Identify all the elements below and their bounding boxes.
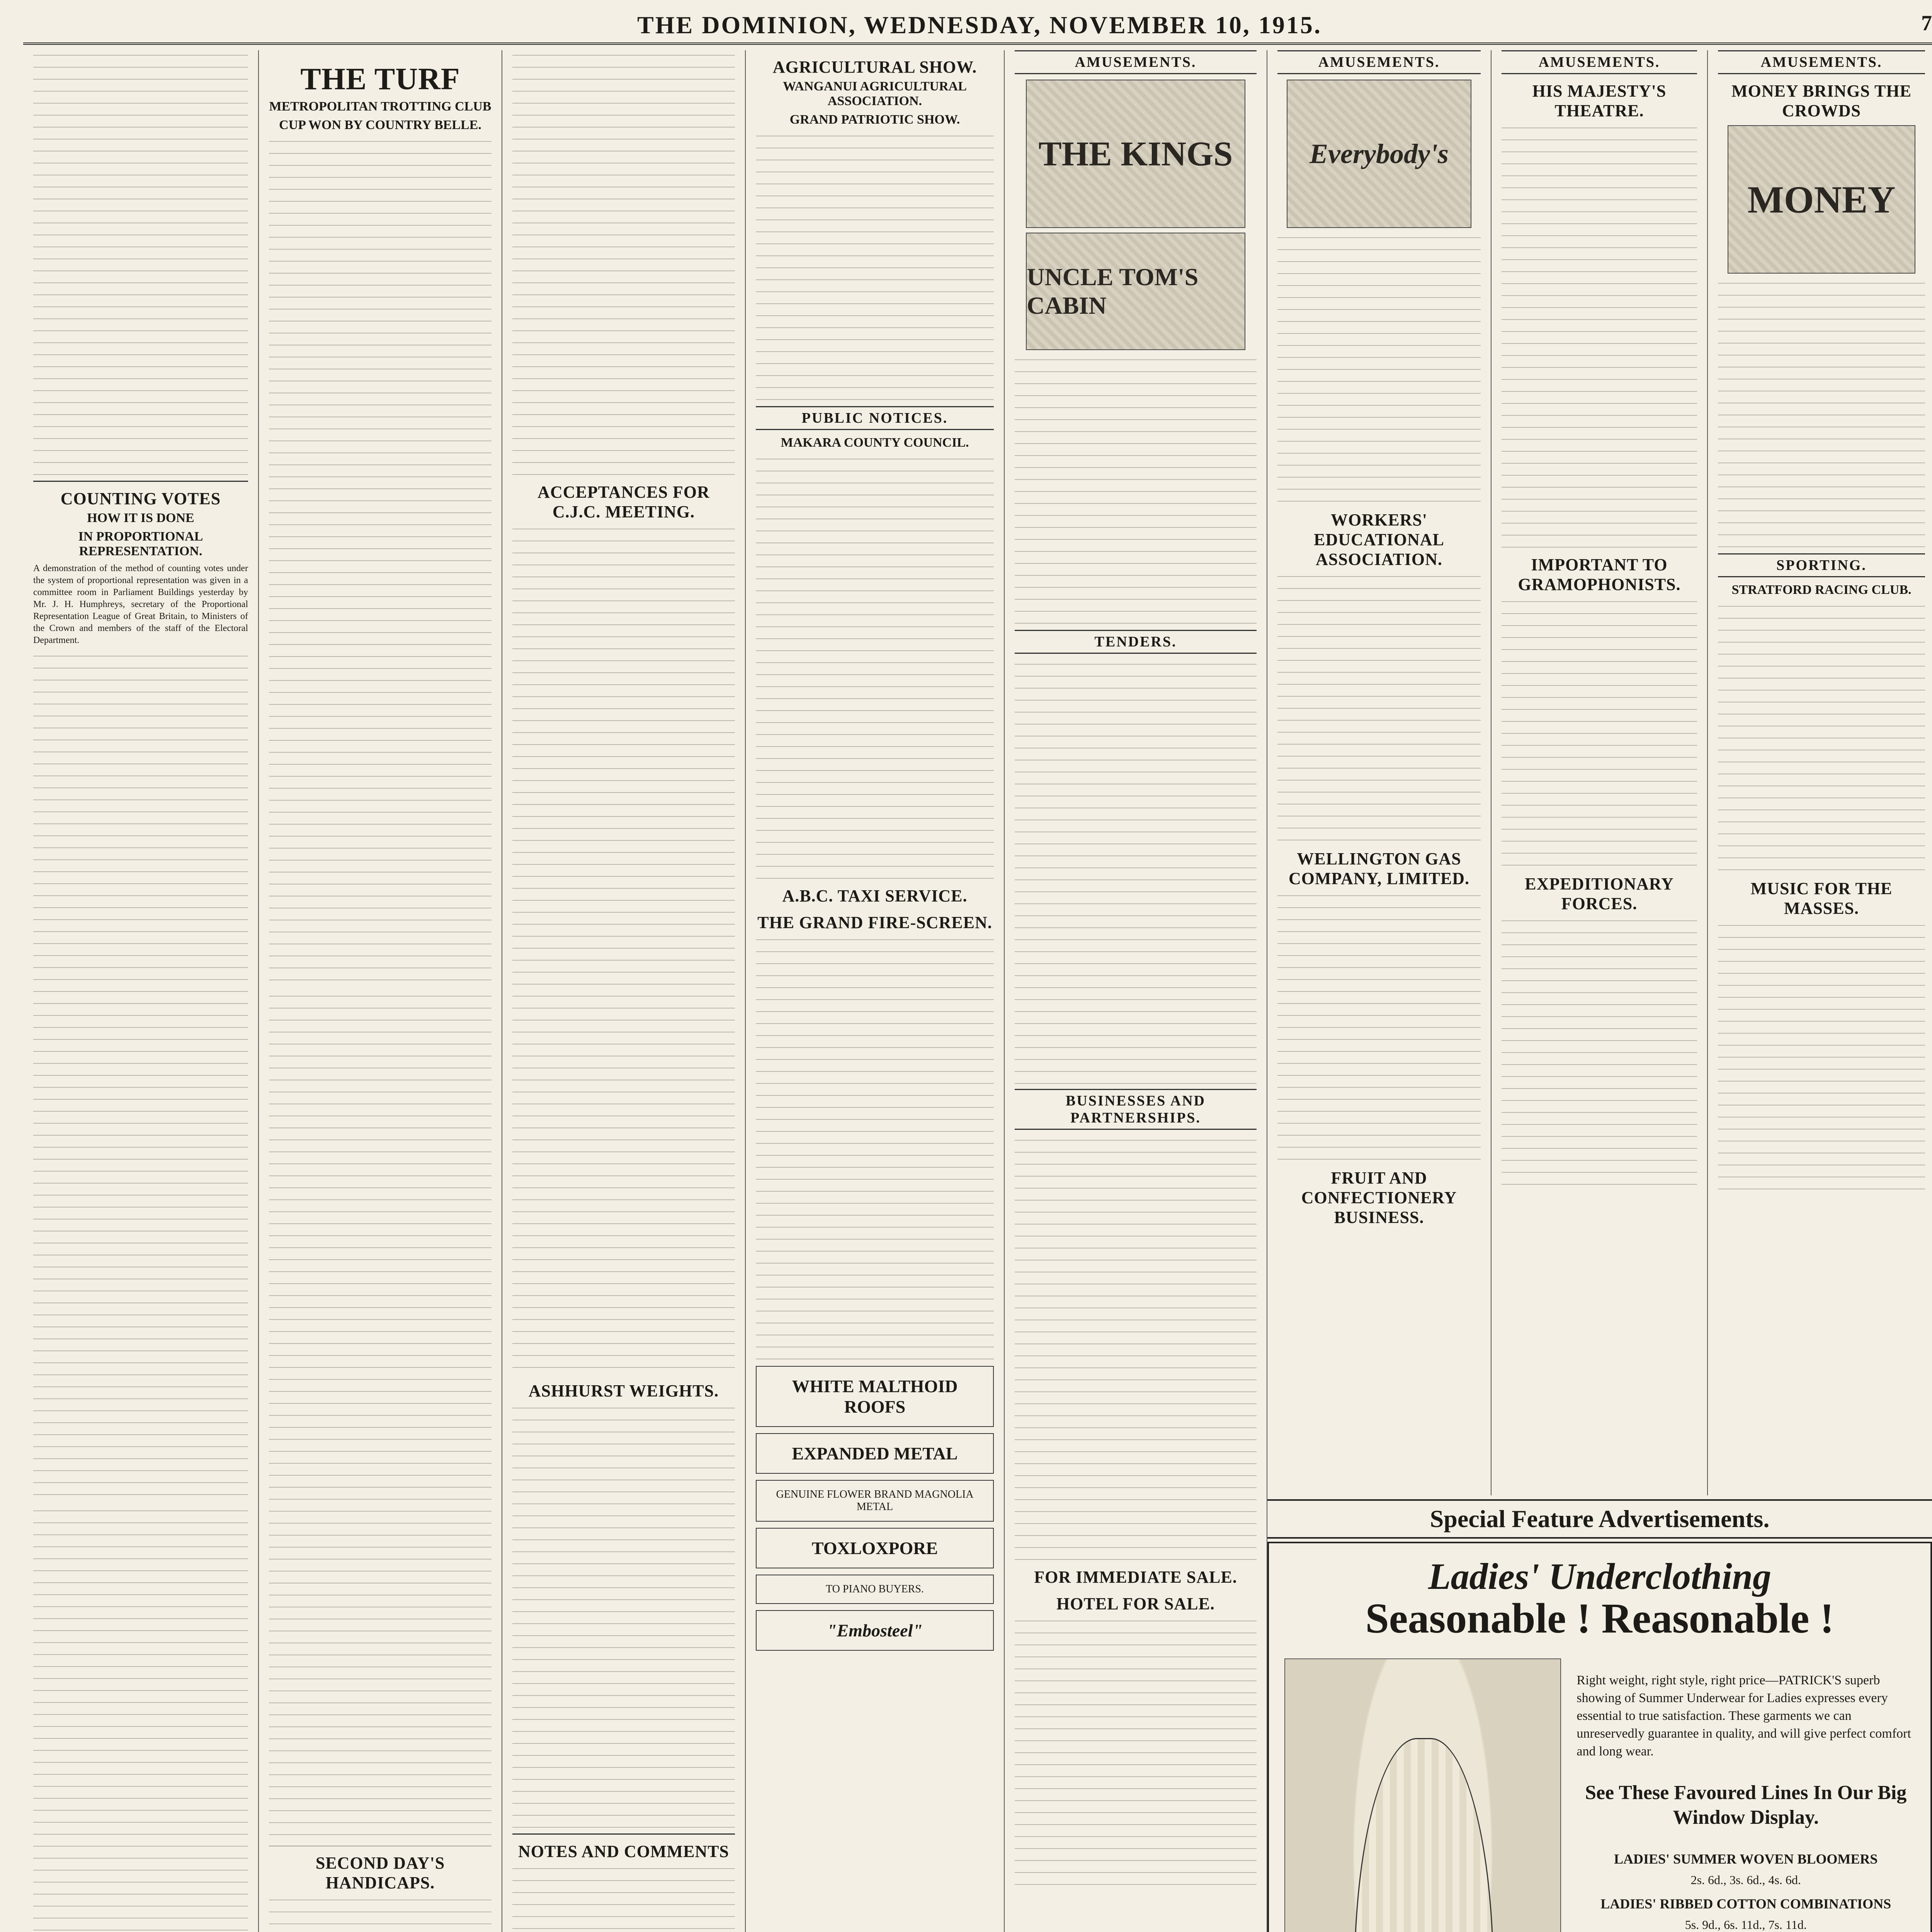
article-body: [756, 935, 994, 1360]
item-price: 2s. 6d., 3s. 6d., 4s. 6d.: [1690, 1873, 1801, 1887]
advert-body: [1502, 916, 1697, 1186]
column-2: [259, 50, 502, 1932]
headline-money-crowds: MONEY BRINGS THE CROWDS: [1731, 82, 1912, 120]
article-paragraph: A demonstration of the method of counting votes under the system of proportional representation was given in a committee room in Parliament Buildings yesterday by Mr. J. H. Humphreys, secretary of the Proportional Representation League of Great Britain, to Ministers of the Crown and members of the staff of the Electoral Department.: [33, 563, 248, 645]
headline-agricultural-show: AGRICULTURAL SHOW.: [772, 58, 977, 77]
newspaper-title: THE DOMINION, WEDNESDAY, NOVEMBER 10, 1915.: [637, 11, 1322, 39]
headline-notes: NOTES AND COMMENTS: [518, 1842, 730, 1861]
notice-body: [756, 454, 994, 879]
advert-copy: [1577, 1658, 1915, 1932]
advert-embosteel: "Embosteel": [756, 1610, 994, 1651]
page-number: 7: [1921, 11, 1932, 35]
article-body: [269, 136, 492, 986]
advert-malthoid: WHITE MALTHOID ROOFS: [756, 1366, 994, 1427]
section-public-notices: PUBLIC NOTICES.: [756, 406, 994, 430]
divider: [512, 1833, 735, 1835]
section-amusements: AMUSEMENTS.: [1718, 50, 1925, 74]
article-body: [512, 1864, 735, 1932]
column-7: [1492, 50, 1708, 1495]
column-6: [1267, 50, 1492, 1495]
column-3: [502, 50, 746, 1932]
everybodys-banner: Everybody's: [1287, 80, 1471, 228]
subhead: HOW IT IS DONE: [87, 511, 194, 525]
article-body: [512, 524, 735, 1374]
headline-expeditionary: EXPEDITIONARY FORCES.: [1525, 874, 1674, 913]
article-body: [33, 651, 248, 1501]
the-kings-banner: THE KINGS: [1026, 80, 1245, 228]
nightdress-illustration: [1284, 1658, 1561, 1932]
headline-confectionery: FRUIT AND CONFECTIONERY BUSINESS.: [1301, 1168, 1457, 1227]
advert-body: [1718, 920, 1925, 1191]
section-businesses: BUSINESSES AND PARTNERSHIPS.: [1015, 1089, 1257, 1130]
subhead: WANGANUI AGRICULTURAL ASSOCIATION.: [783, 79, 967, 108]
column-1: [23, 50, 259, 1932]
headline-fire-screen: THE GRAND FIRE-SCREEN.: [757, 913, 992, 932]
patrick-advertisement: [1267, 1542, 1932, 1932]
advert-body: [1502, 597, 1697, 867]
advert-body: [1015, 355, 1257, 625]
article-body: [269, 1895, 492, 1932]
headline-workers-education: WORKERS' EDUCATIONAL ASSOCIATION.: [1314, 510, 1444, 569]
advert-title: Ladies' Underclothing: [1428, 1556, 1772, 1597]
business-body: [1015, 1616, 1257, 1886]
list-item: LADIES' RIBBED COTTON COMBINATIONS: [1600, 1896, 1891, 1912]
article-body: [512, 50, 735, 475]
subhead: GRAND PATRIOTIC SHOW.: [789, 112, 960, 127]
headline-taxi: A.B.C. TAXI SERVICE.: [782, 886, 968, 905]
section-sporting: SPORTING.: [1718, 553, 1925, 577]
advert-magnolia: GENUINE FLOWER BRAND MAGNOLIA METAL: [756, 1480, 994, 1522]
advert-lead: Right weight, right style, right price—PATRICK'S superb showing of Summer Underwear for Ladies expresses every essential to true satisfaction. These garments we can unreservedly guarantee in quality, and will give perfect comfort and long wear.: [1577, 1673, 1911, 1759]
notice-body: [756, 131, 994, 401]
advert-body: [1718, 278, 1925, 549]
section-tenders: TENDERS.: [1015, 630, 1257, 654]
divider: [33, 481, 248, 482]
column-4: [746, 50, 1005, 1932]
advert-body: [1502, 123, 1697, 548]
advert-toxloxpore: TOXLOXPORE: [756, 1528, 994, 1568]
item-price: 5s. 9d., 6s. 11d., 7s. 11d.: [1685, 1918, 1807, 1932]
article-body: [33, 1506, 248, 1932]
subhead: IN PROPORTIONAL REPRESENTATION.: [78, 529, 203, 558]
tender-body: [1015, 659, 1257, 1084]
masthead: [23, 8, 1932, 45]
subhead: STRATFORD RACING CLUB.: [1731, 583, 1912, 597]
headline-counting-votes: COUNTING VOTES: [60, 489, 221, 508]
advert-figure-column: [1284, 1658, 1561, 1932]
uncle-toms-cabin-banner: UNCLE TOM'S CABIN: [1026, 233, 1245, 350]
advert-subtitle: Seasonable ! Reasonable !: [1365, 1595, 1834, 1642]
article-body: [269, 991, 492, 1841]
list-item: LADIES' SUMMER WOVEN BLOOMERS: [1614, 1851, 1878, 1867]
section-amusements: AMUSEMENTS.: [1502, 50, 1697, 74]
sporting-body: [1718, 601, 1925, 872]
column-5: [1005, 50, 1267, 1932]
headline-ashhurst: ASHHURST WEIGHTS.: [528, 1381, 719, 1400]
section-amusements: AMUSEMENTS.: [1015, 50, 1257, 74]
special-feature-heading: Special Feature Advertisements.: [1267, 1499, 1932, 1539]
headline-second-day: SECOND DAY'S HANDICAPS.: [315, 1854, 445, 1892]
article-body: [33, 50, 248, 475]
advert-see: See These Favoured Lines In Our Big Window Display.: [1585, 1782, 1907, 1828]
section-amusements: AMUSEMENTS.: [1277, 50, 1481, 74]
headline-acceptances: ACCEPTANCES FOR C.J.C. MEETING.: [537, 483, 710, 521]
headline-the-turf: THE TURF: [300, 62, 460, 96]
notice-body: [1277, 571, 1481, 842]
headline-gas-company: WELLINGTON GAS COMPANY, LIMITED.: [1288, 849, 1470, 888]
garment-figure: [1354, 1738, 1494, 1932]
column-8: [1708, 50, 1932, 1495]
item-list: [1577, 1850, 1915, 1932]
advert-body: [1284, 1658, 1915, 1932]
subhead: CUP WON BY COUNTRY BELLE.: [279, 118, 481, 132]
advert-expanded-metal: EXPANDED METAL: [756, 1433, 994, 1474]
headline-immediate-sale: FOR IMMEDIATE SALE.: [1034, 1568, 1237, 1587]
headline-music: MUSIC FOR THE MASSES.: [1750, 879, 1893, 918]
advert-piano: TO PIANO BUYERS.: [756, 1575, 994, 1604]
headline-hotel-sale: HOTEL FOR SALE.: [1056, 1594, 1215, 1613]
notice-body: [1277, 891, 1481, 1161]
headline-gramophonists: IMPORTANT TO GRAMOPHONISTS.: [1518, 555, 1681, 594]
article-body: [512, 1403, 735, 1828]
business-body: [1015, 1135, 1257, 1560]
subhead: METROPOLITAN TROTTING CLUB: [269, 99, 492, 114]
subhead: MAKARA COUNTY COUNCIL.: [781, 435, 969, 450]
headline-his-majestys: HIS MAJESTY'S THEATRE.: [1532, 82, 1667, 120]
money-illustration: MONEY: [1728, 125, 1915, 274]
advert-body: [1277, 233, 1481, 503]
